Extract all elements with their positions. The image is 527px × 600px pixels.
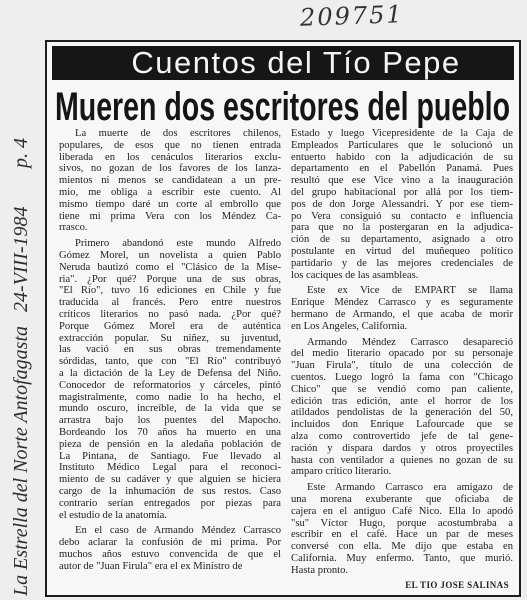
article-text-line: magistralmente, como nadie lo ha hecho, el [59,391,281,403]
article-text-line: debo aclarar la confusión de mi prima. Por [59,537,281,549]
source-date: 24-VIII-1984 [10,206,32,312]
article-text-line: muchos años estuvo convencida de que el [59,548,281,560]
article-column-left [59,128,281,576]
article-text-line: mundo oscuro, increíble, de la vida que se [59,403,281,415]
article-text-line: cargo de la inhumación de sus restos. Caso [59,485,281,497]
article-text-line: ción de su departamento, asignado a otro [291,234,513,246]
article-text-line: Este Armando Carrasco era amigazo de [307,482,513,494]
article-text-line: Chico" que se vendió como pan caliente, [291,383,513,395]
article-text-line: cajera en el antiguo Café Nico. Ella lo apodó [291,505,513,517]
article-text-line: autor de "Juan Firula" era el ex Ministro de [59,560,243,572]
article-text-line: Armando Méndez Carrasco desapareció [307,336,513,348]
newspaper-clipping [45,40,521,597]
article-text-line: departamento en el Pabellón Panamá. Pues [291,163,513,175]
article-text-line: Empleados Particulares que le solucionó un [291,139,513,151]
article-text-line: Estado y luego Vicepresidente de la Caja de [291,128,513,139]
article-text-line: alza como controvertido jefe de tal gene- [291,430,513,442]
article-text-line: Primero abandonó este mundo Alfredo [75,238,281,250]
article-text-line: liberada en los cenáculos literarios exclu- [59,151,281,163]
article-text-line: atildados pendolistas de la generación del 50, [291,407,513,419]
article-text-line: postulante en virtud del muñequeo político [291,245,513,257]
article-text-line: mientos ni menos se candidatean a un pre- [59,175,281,187]
article-paragraph [291,337,513,479]
article-text-line: California. Muy enfermo. Tanto, que murió. [291,552,513,564]
handwritten-catalog-number: 209751 [299,0,405,32]
article-text-line: contrario serían entregados por piezas para [59,497,281,509]
source-publication: La Estrella del Norte Antofagasta [10,325,32,596]
article-text-line: Gómez Morel, un novelista a quien Pablo [59,249,281,261]
article-text-line: cuentos. Luego logró la fama con "Chicago [291,371,513,383]
article-text-line: críticos literarios no pasó nada. ¿Por qué? [59,308,281,320]
article-paragraph [59,128,281,234]
article-text-line: Hasta pronto. [291,564,349,576]
headline-text: Mueren dos escritores del pueblo [55,85,510,128]
article-text-line: miento de su cadáver y que alguien se hiciera [59,474,281,486]
article-text-line: Enrique Méndez Carrasco y es seguramente [291,297,513,309]
article-text-line: pieza de pensión en la aledaña población de [59,438,281,450]
article-column-right [291,128,513,592]
article-text-line: Porque Gómez Morel era de auténtica [59,320,281,332]
article-paragraph [59,525,281,572]
article-text-line: po Vera consiguió su contacto e influencia [291,210,513,222]
article-text-line: el estudio de la anatomía. [59,509,167,521]
article-text-line: edición tras edición, ante el horror de los [291,395,513,407]
article-text-line: incluidos don Enrique Lafourcade que se [291,419,513,431]
article-text-line: "Juan Firula", título de una colección de [291,360,513,372]
article-text-line: partidario y de las mejores credenciales de [291,257,513,269]
article-text-line: rrasco. [59,222,88,234]
headline [51,84,515,128]
article-text-line: populares, de esos que no tienen entrada [59,139,281,151]
article-text-line: Bordeando los 70 años ha muerto en una [59,426,281,438]
article-text-line: "su" Víctor Hugo, porque acostumbraba a [291,517,513,529]
article-text-line: mio, me obliga a escribir este cuento. Al [59,186,281,198]
article-text-line: Instituto Médico Legal para el reconoci- [59,462,281,474]
article-text-line: hermano de Armando, el que acaba de morir [291,308,513,320]
article-text-line: a la dictación de la Ley de Defensa del Niño. [59,367,281,379]
article-text-line: ración y dispara dardos y otros proyectiles [291,442,513,454]
article-paragraph [291,128,513,281]
article-text-line: Neruda bautizó como el "Clásico de la Mise- [59,261,281,273]
article-text-line: pos de don Jorge Alessandri. Y por ese tiem- [291,198,513,210]
source-page: p. 4 [10,138,32,169]
article-text-line: conversé con ella. Me dijo que estaba en [291,541,513,553]
article-text-line: los caciques de las asambleas. [291,269,419,281]
article-text-line: entuerto habido con la adjudicación de su [291,151,513,163]
article-text-line: escribir en el café. Hace un par de meses [291,529,513,541]
article-text-line: amparo crítico literario. [291,466,392,478]
article-text-line: La muerte de dos escritores chilenos, [75,128,281,139]
article-text-line: sórdidas, tanto, que con "El Río" contribuyó [59,356,281,368]
article-text-line: las vació en sus obras tremendamente [59,344,281,356]
article-paragraph [291,285,513,332]
article-text-line: Conocedor de reformatorios y cárceles, pintó [59,379,281,391]
article-text-line: del grupo habitacional por allá por los tiem- [291,186,513,198]
article-text-line: La Pintana, de Santiago. Fue llevado al [59,450,281,462]
article-paragraph [291,482,513,576]
article-text-line: traducida al francés. Pero entre nuestros [59,297,281,309]
article-text-line: del medio literario opacado por su personaje [291,348,513,360]
article-text-line: para que no la postergaran en la adjudica- [291,222,513,234]
article-paragraph [59,238,281,521]
article-text-line: hasta con ventilador a quienes no gozan de su [291,454,513,466]
article-text-line: tiene mi prima Vera con los Méndez Ca- [59,210,281,222]
article-text-line: una morena exuberante que oficiaba de [291,493,513,505]
article-text-line: extracción popular. Su niñez, su juventud, [59,332,281,344]
article-text-line: arrastra bajo los puentes del Mapocho. [59,415,281,427]
author-signature: EL TIO JOSE SALINAS [405,580,509,591]
article-text-line: en Los Angeles, California. [291,320,408,332]
article-text-line: "El Río", tuvo 16 ediciones en Chile y fue [59,285,281,297]
article-text-line: mismo tiempo daré un corte al embrollo que [59,198,281,210]
article-text-line: sivos, no gozan de los favores de los lanza- [59,163,281,175]
handwritten-source-note [6,106,36,596]
section-banner: Cuentos del Tío Pepe [52,46,514,80]
article-text-line: Este ex Vice de EMPART se llama [307,285,513,297]
article-text-line: En el caso de Armando Méndez Carrasco [75,525,281,537]
article-text-line: resultó que ese Vice vino a la inauguración [291,175,513,187]
article-text-line: ria". ¿Por qué? Porque una de sus obras, [59,273,281,285]
